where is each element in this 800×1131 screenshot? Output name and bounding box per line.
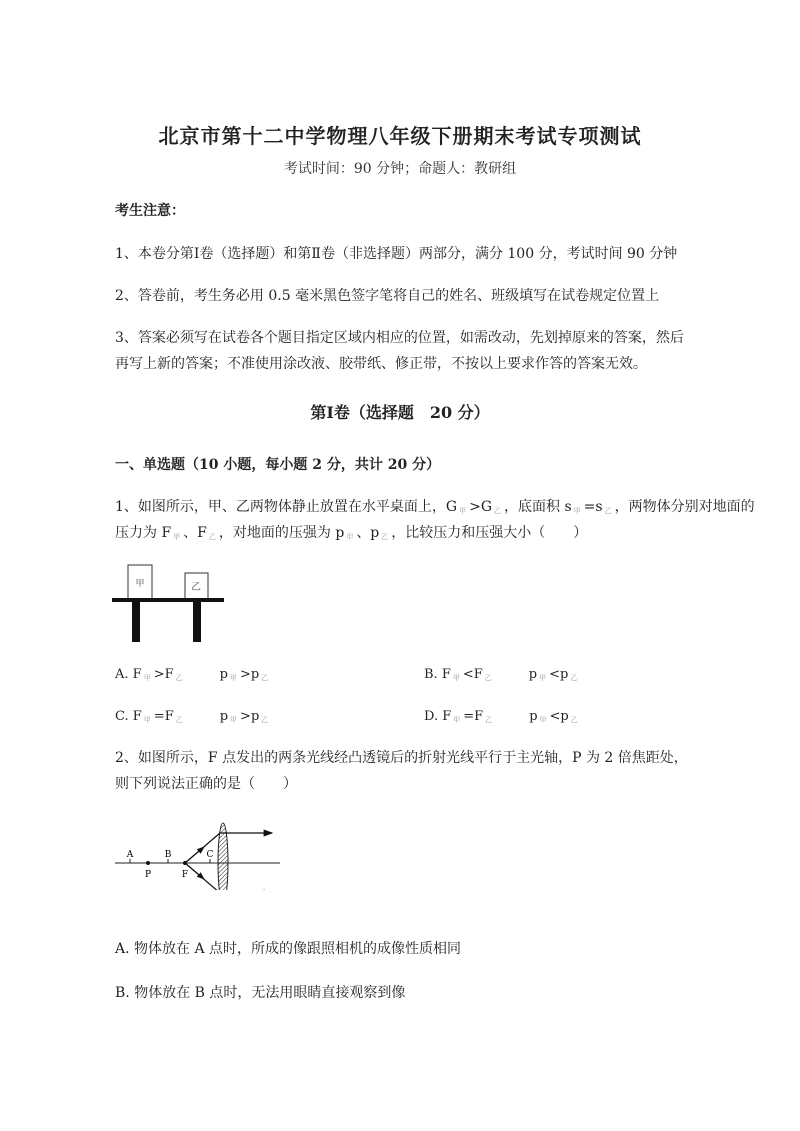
label-jia: 甲 [135,579,145,589]
table-top [112,598,224,602]
lens-figure [110,820,290,890]
point-p [146,861,150,865]
part-heading: 一、单选题（10 小题，每小题 2 分，共计 20 分） [115,457,441,473]
option-c[interactable]: C. F $_甲$ =F $_乙$ p $_甲$ >p $_乙$ [115,709,269,724]
section-title: 第Ⅰ卷（选择题 20 分） [310,403,490,422]
label-f: F [181,870,189,880]
notice-heading: 考生注意： [115,203,185,219]
label-yi: 乙 [191,582,201,593]
question-2-text: 2、如图所示，F 点发出的两条光线经凸透镜后的折射光线平行于主光轴，P 为 2 倍焦距处，则下列说法正确的是（ ） [115,750,688,792]
page-title: 北京市第十二中学物理八年级下册期末考试专项测试 [158,124,642,148]
question-1-line-1: 1、如图所示，甲、乙两物体静止放置在水平桌面上，G $_甲$ >G $_乙$ ，底面积 s $_甲$ =s $_乙$ ，两物体分别对地面的 [115,499,755,515]
question-1-line-2: 压力为 F $_甲$ 、F $_乙$ ，对地面的压强为 p $_甲$ 、p $_乙$ ，比较压力和压强大小（ ） [115,525,588,541]
notice-item-3: 3、答案必须写在试卷各个题目指定区域内相应的位置，如需改动，先划掉原来的答案，然后再写上新的答案；不准使用涂改液、胶带纸、修正带，不按以上要求作答的答案无效。 [115,330,684,372]
option-a[interactable]: A. F $_甲$ >F $_乙$ p $_甲$ >p $_乙$ [115,667,269,682]
label-c: C [206,850,214,860]
label-p: P [144,870,152,880]
table-leg-left [132,602,140,642]
q2-option-a[interactable]: A. 物体放在 A 点时，所成的像跟照相机的成像性质相同 [115,941,462,957]
option-b[interactable]: B. F $_甲$ <F $_乙$ p $_甲$ <p $_乙$ [424,667,578,682]
notice-item-1: 1、本卷分第Ⅰ卷（选择题）和第Ⅱ卷（非选择题）两部分，满分 100 分，考试时间 90 分钟 [115,246,678,262]
label-b: B [164,850,172,860]
table-leg-right [193,602,201,642]
table-blocks-figure [110,560,230,645]
exam-info: 考试时间：90 分钟；命题人：教研组 [283,161,517,177]
label-a: A [126,850,134,860]
option-d[interactable]: D. F $_甲$ =F $_乙$ p $_甲$ <p $_乙$ [424,709,578,724]
notice-item-2: 2、答卷前，考生务必用 0.5 毫米黑色签字笔将自己的姓名、班级填写在试卷规定位置上 [115,288,660,304]
q2-option-b[interactable]: B. 物体放在 B 点时，无法用眼睛直接观察到像 [115,985,406,1001]
